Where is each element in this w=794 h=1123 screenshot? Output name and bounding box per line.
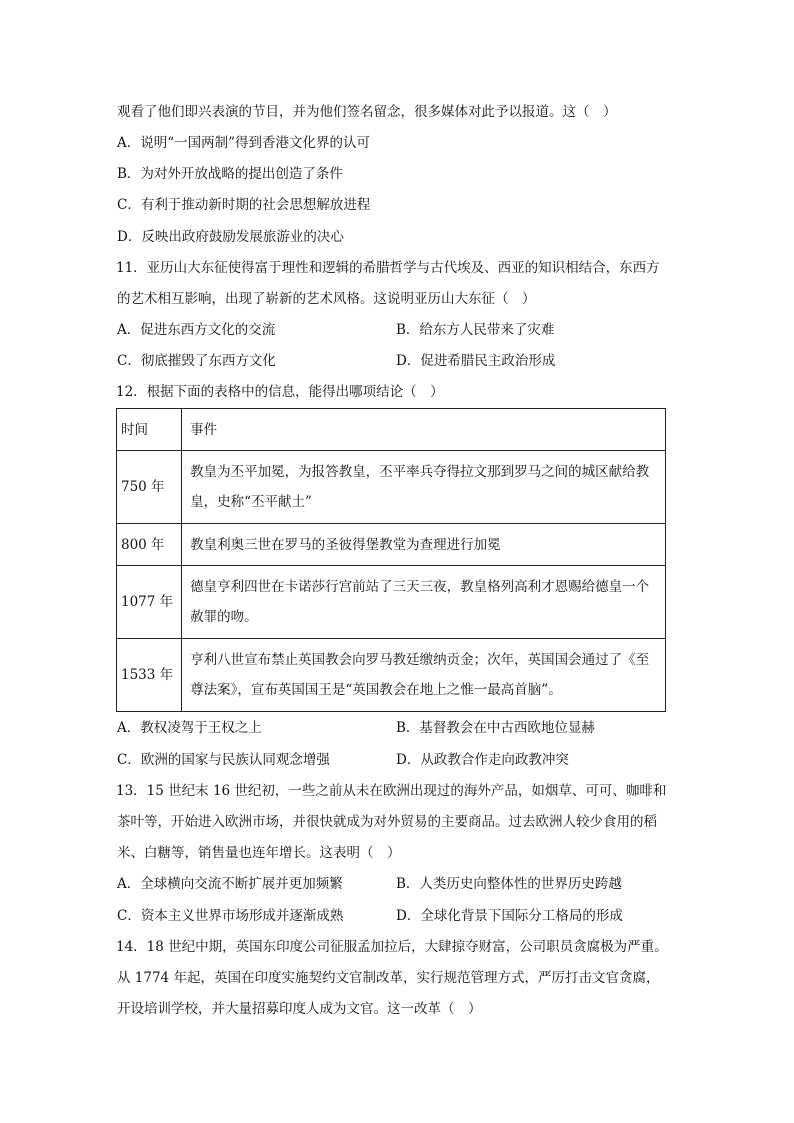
q13-stem-line2: 茶叶等，开始进入欧洲市场，并很快就成为对外贸易的主要商品。过去欧洲人较少食用的稻 <box>117 814 657 830</box>
q10-option-d: D．反映出政府鼓励发展旅游业的决心 <box>117 229 344 245</box>
q13-option-b: B．人类历史向整体性的世界历史跨越 <box>396 876 622 892</box>
row-event-line2: 赦罪的吻。 <box>190 609 258 625</box>
table-row <box>117 566 666 639</box>
row-event-line1: 亨利八世宣布禁止英国教会向罗马教廷缴纳贡金；次年，英国国会通过了《至 <box>190 652 650 668</box>
row-event-line1: 教皇利奥三世在罗马的圣彼得堡教堂为查理进行加冕 <box>190 536 501 553</box>
q12-option-a: A．教权凌驾于王权之上 <box>117 720 262 736</box>
q11-option-d: D．促进希腊民主政治形成 <box>396 353 556 369</box>
row-event-line1: 教皇为丕平加冕，为报答教皇，丕平率兵夺得拉文那到罗马之间的城区献给教 <box>190 464 650 480</box>
q11-option-a: A．促进东西方文化的交流 <box>117 322 276 338</box>
q13-option-d: D．全球化背景下国际分工格局的形成 <box>396 908 623 924</box>
q13-option-c: C．资本主义世界市场形成并逐渐成熟 <box>117 908 344 924</box>
table-row <box>117 639 666 712</box>
row-event <box>182 639 666 712</box>
row-event-line2: 尊法案》，宣布英国国王是“英国教会在地上之惟一最高首脑”。 <box>190 682 562 698</box>
q10-stem-tail: 观看了他们即兴表演的节目，并为他们签名留念，很多媒体对此予以报道。这（ ） <box>117 104 617 120</box>
row-time: 800 年 <box>117 524 182 566</box>
q14-stem-line3: 开设培训学校，并大量招募印度人成为文官。这一改革（ ） <box>117 1001 482 1017</box>
row-event <box>182 524 666 566</box>
q12-option-d: D．从政教合作走向政教冲突 <box>396 752 569 768</box>
q12-option-c: C．欧洲的国家与民族认同观念增强 <box>117 752 330 768</box>
q11-option-b: B．给东方人民带来了灾难 <box>396 322 555 338</box>
row-event <box>182 566 666 639</box>
row-event <box>182 451 666 524</box>
q13-option-a: A．全球横向交流不断扩展并更加频繁 <box>117 876 343 892</box>
q13-stem-line3: 米、白糖等，销售量也连年增长。这表明（ ） <box>117 845 401 861</box>
table-row <box>117 524 666 566</box>
row-time: 1077 年 <box>117 566 182 639</box>
q12-stem: 12．根据下面的表格中的信息，能得出哪项结论（ ） <box>116 384 444 400</box>
q13-stem-line1: 13．15 世纪末 16 世纪初，一些之前从未在欧洲出现过的海外产品，如烟草、可可、咖啡和 <box>116 783 667 799</box>
header-time: 时间 <box>117 409 182 451</box>
row-time: 1533 年 <box>117 639 182 712</box>
q14-stem-line1: 14．18 世纪中期，英国东印度公司征服孟加拉后，大肆掠夺财富，公司职员贪腐极为严重。 <box>116 939 668 955</box>
q11-stem-line1: 11．亚历山大东征使得富于理性和逻辑的希腊哲学与古代埃及、西亚的知识相结合，东西方 <box>116 260 660 276</box>
row-event-line2: 皇，史称“丕平献土” <box>190 494 312 510</box>
q10-option-a: A．说明“一国两制”得到香港文化界的认可 <box>117 135 371 151</box>
q11-stem-line2: 的艺术相互影响，出现了崭新的艺术风格。这说明亚历山大东征（ ） <box>117 291 536 307</box>
q14-stem-line2: 从 1774 年起，英国在印度实施契约文官制改革，实行规范管理方式，严厉打击文官贪腐， <box>117 970 660 986</box>
q11-option-c: C．彻底摧毁了东西方文化 <box>117 353 276 369</box>
row-time: 750 年 <box>117 451 182 524</box>
table-row <box>117 451 666 524</box>
events-table <box>116 408 666 712</box>
q12-option-b: B．基督教会在中古西欧地位显赫 <box>396 720 595 736</box>
header-event: 事件 <box>182 409 666 451</box>
q10-option-b: B．为对外开放战略的提出创造了条件 <box>117 166 343 182</box>
row-event-line1: 德皇亨利四世在卡诺莎行宫前站了三天三夜，教皇格列高利才恩赐给德皇一个 <box>190 579 650 595</box>
table-header-row <box>117 409 666 451</box>
q10-option-c: C．有利于推动新时期的社会思想解放进程 <box>117 197 371 213</box>
